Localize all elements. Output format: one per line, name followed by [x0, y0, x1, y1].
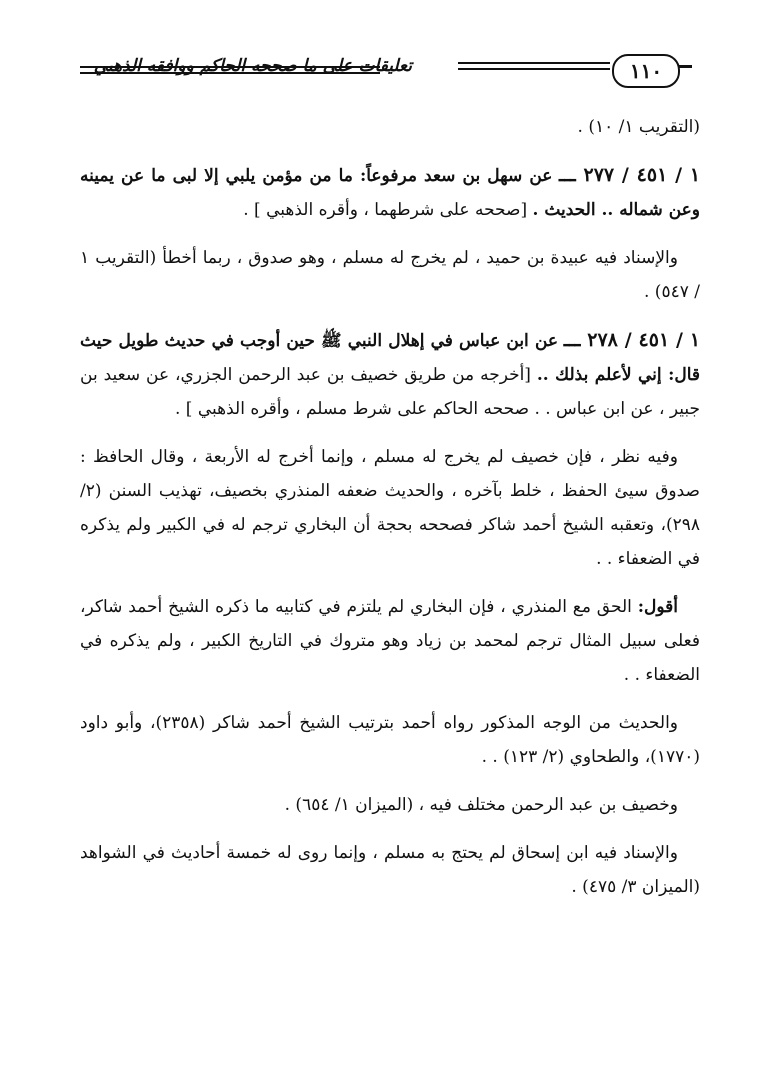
hadith-text: عن سهل بن سعد مرفوعاً: ما من مؤمن يلبي إلا لبى ما عن يمينه وعن شماله .. الحديث . [80, 166, 700, 220]
running-title: تعليقات على ما صححه الحاكم ووافقه الذهبي [93, 56, 412, 76]
paragraph: أقول: الحق مع المنذري ، فإن البخاري لم يلتزم في كتابيه ما ذكره الشيخ أحمد شاكر، فعلى سبيل المثال ترجم لمحمد بن زياد وهو متروك في التاريخ الكبير ، ولم يذكره في الضعفاء . . [80, 597, 700, 685]
hadith-text: عن ابن عباس في إهلال النبي ﷺ حين أوجب في حديث طويل حيث قال: إني لأعلم بذلك .. [80, 331, 701, 385]
hadith-number: ١ / ٤٥١ / ٢٧٨ ـــ [563, 329, 701, 351]
page-header [72, 48, 692, 96]
paragraph: (التقريب ١/ ١٠) . [577, 117, 700, 137]
hadith-grading: [صححه على شرطهما ، وأقره الذهبي ] . [243, 200, 528, 220]
hadith-number: ١ / ٤٥١ / ٢٧٧ ـــ [559, 164, 701, 186]
paragraph: وفيه نظر ، فإن خصيف لم يخرج له مسلم ، وإنما أخرج له الأربعة ، وقال الحافظ : صدوق سيئ الحفظ ، خلط بآخره ، والحديث ضعفه المنذري بخصيف، تهذيب السنن (٢/ ٢٩٨)، وتعقبه الشيخ أحمد شاكر فصححه بحجة أن البخاري ترجم له في الكبير ولم يذكره في الضعفاء . . [80, 447, 700, 569]
header-rule [678, 65, 692, 68]
paragraph: وخصيف بن عبد الرحمن مختلف فيه ، (الميزان ١/ ٦٥٤) . [284, 795, 678, 815]
page-body [80, 110, 700, 918]
bold-lead: أقول: [637, 597, 679, 617]
paragraph: والإسناد فيه ابن إسحاق لم يحتج به مسلم ، وإنما روى له خمسة أحاديث في الشواهد (الميزان ٣/ ٤٧٥) . [80, 843, 700, 897]
paragraph: والإسناد فيه عبيدة بن حميد ، لم يخرج له مسلم ، وهو صدوق ، ربما أخطأ (التقريب ١ / ٥٤٧) . [80, 248, 700, 302]
header-rule [458, 68, 610, 70]
hadith-entry [80, 323, 700, 426]
paragraph: والحديث من الوجه المذكور رواه أحمد بترتيب الشيخ أحمد شاكر (٢٣٥٨)، وأبو داود (١٧٧٠)، والطحاوي (٢/ ١٢٣) . . [80, 713, 700, 767]
header-rule [458, 62, 610, 64]
hadith-grading: [أخرجه من طريق خصيف بن عبد الرحمن الجزري، عن سعيد بن جبير ، عن ابن عباس . . صححه الحاكم على شرط مسلم ، وأقره الذهبي ] . [80, 365, 700, 419]
page-number: ١١٠ [612, 54, 680, 88]
hadith-entry [80, 158, 700, 227]
